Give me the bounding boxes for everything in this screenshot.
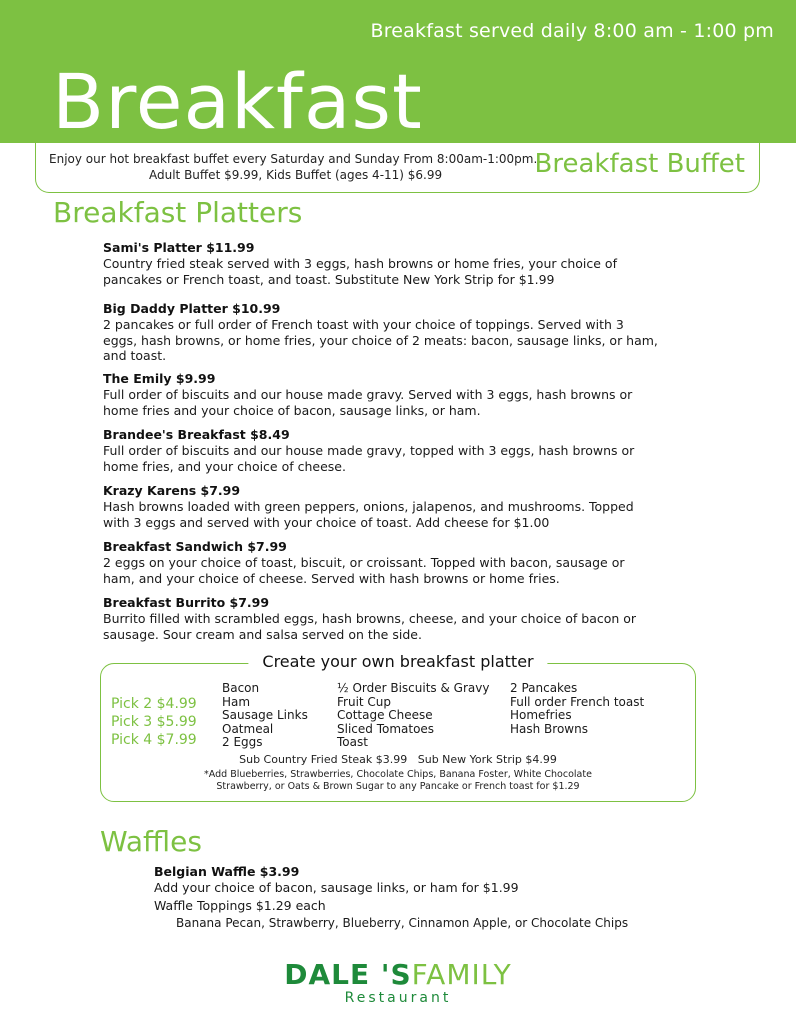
pick-price: Pick 2 $4.99 bbox=[111, 696, 197, 712]
waffle-item-name: Belgian Waffle $3.99 bbox=[154, 864, 300, 879]
add-ons-line: *Add Blueberries, Strawberries, Chocolate Chips, Banana Foster, White Chocolate bbox=[204, 769, 592, 780]
pick-price: Pick 4 $7.99 bbox=[111, 732, 197, 748]
option-item: Full order French toast bbox=[510, 694, 645, 709]
logo-dales: DALE 'S bbox=[284, 958, 412, 991]
option-item: Bacon bbox=[222, 681, 260, 695]
restaurant-logo bbox=[0, 960, 796, 1006]
substitution-line: Sub Country Fried Steak $3.99 Sub New York Strip $4.99 bbox=[239, 753, 557, 766]
option-item: Sausage Links bbox=[222, 708, 308, 722]
item-name: Sami's Platter $11.99 bbox=[103, 240, 255, 255]
option-item: Sliced Tomatoes bbox=[337, 721, 435, 736]
item-name: Breakfast Burrito $7.99 bbox=[103, 595, 270, 610]
option-item: Ham bbox=[222, 694, 251, 709]
item-desc-line: Burrito filled with scrambled eggs, hash browns, cheese, and your choice of bacon or bbox=[103, 611, 637, 626]
hours-text: Breakfast served daily 8:00 am - 1:00 pm bbox=[370, 20, 774, 42]
logo-family: FAMILY bbox=[411, 958, 512, 991]
item-desc-line: 2 pancakes or full order of French toast with your choice of toppings. Served with 3 bbox=[103, 317, 624, 332]
option-item: Hash Browns bbox=[510, 721, 588, 736]
item-desc-line: Hash browns loaded with green peppers, onions, jalapenos, and mushrooms. Topped bbox=[103, 499, 634, 514]
header-banner bbox=[0, 0, 796, 146]
item-desc-line: home fries and your choice of bacon, sausage links, or ham. bbox=[103, 402, 481, 418]
option-item: ½ Order Biscuits & Gravy bbox=[337, 681, 490, 695]
buffet-prices: Adult Buffet $9.99, Kids Buffet (ages 4-11) $6.99 bbox=[149, 168, 443, 182]
option-item: 2 Pancakes bbox=[510, 681, 578, 695]
item-desc-line: eggs, hash browns, or home fries, your choice of 2 meats: bacon, sausage links, or ham, bbox=[103, 332, 658, 348]
logo-restaurant: Restaurant bbox=[344, 990, 452, 1006]
item-name: Krazy Karens $7.99 bbox=[103, 483, 241, 498]
option-column-3 bbox=[510, 682, 644, 736]
waffles-section-title: Waffles bbox=[100, 825, 202, 858]
item-desc-line: Full order of biscuits and our house made gravy, topped with 3 eggs, hash browns or bbox=[103, 443, 635, 458]
add-ons-note bbox=[101, 769, 695, 793]
create-your-own-box bbox=[100, 652, 696, 802]
option-item: Fruit Cup bbox=[337, 694, 392, 709]
option-item: Oatmeal bbox=[222, 721, 274, 736]
option-item: Toast bbox=[337, 735, 368, 749]
pick-price: Pick 3 $5.99 bbox=[111, 714, 197, 730]
option-item: Cottage Cheese bbox=[337, 708, 433, 722]
page-title: Breakfast bbox=[52, 57, 423, 146]
menu-item bbox=[103, 371, 703, 418]
item-name: Big Daddy Platter $10.99 bbox=[103, 301, 281, 316]
menu-item bbox=[103, 427, 703, 474]
buffet-description: Enjoy our hot breakfast buffet every Saturday and Sunday From 8:00am-1:00pm. bbox=[49, 152, 538, 166]
option-item: 2 Eggs bbox=[222, 735, 263, 749]
add-ons-line: Strawberry, or Oats & Brown Sugar to any Pancake or French toast for $1.29 bbox=[216, 781, 580, 792]
option-column-2 bbox=[337, 682, 489, 750]
platters-section-title: Breakfast Platters bbox=[53, 196, 303, 229]
create-your-own-title: Create your own breakfast platter bbox=[248, 652, 547, 671]
buffet-info-box bbox=[35, 143, 760, 193]
item-desc-line: ham, and your choice of cheese. Served with hash browns or home fries. bbox=[103, 570, 560, 586]
item-desc-line: sausage. Sour cream and salsa served on the side. bbox=[103, 626, 422, 642]
item-desc-line: 2 eggs on your choice of toast, biscuit, or croissant. Topped with bacon, sausage or bbox=[103, 555, 625, 570]
item-desc-line: Country fried steak served with 3 eggs, hash browns or home fries, your choice of bbox=[103, 256, 617, 271]
item-desc-line: with 3 eggs and served with your choice of toast. Add cheese for $1.00 bbox=[103, 514, 550, 530]
item-name: Brandee's Breakfast $8.49 bbox=[103, 427, 290, 442]
menu-item bbox=[103, 483, 703, 530]
option-item: Homefries bbox=[510, 708, 572, 722]
waffle-addon: Add your choice of bacon, sausage links, or ham for $1.99 bbox=[154, 880, 519, 895]
menu-item bbox=[103, 240, 703, 287]
menu-item bbox=[103, 595, 703, 642]
logo-wordmark bbox=[0, 960, 796, 990]
waffle-toppings-list: Banana Pecan, Strawberry, Blueberry, Cinnamon Apple, or Chocolate Chips bbox=[176, 916, 629, 930]
item-desc-line: pancakes or French toast, and toast. Substitute New York Strip for $1.99 bbox=[103, 271, 555, 287]
waffle-toppings-price: Waffle Toppings $1.29 each bbox=[154, 898, 326, 913]
item-desc-line: and toast. bbox=[103, 348, 167, 363]
menu-item bbox=[103, 301, 703, 364]
item-desc-line: home fries, and your choice of cheese. bbox=[103, 458, 346, 474]
buffet-title: Breakfast Buffet bbox=[534, 149, 745, 179]
item-name: Breakfast Sandwich $7.99 bbox=[103, 539, 287, 554]
menu-item bbox=[103, 539, 703, 586]
option-column-1 bbox=[222, 682, 308, 750]
item-name: The Emily $9.99 bbox=[103, 371, 216, 386]
item-desc-line: Full order of biscuits and our house made gravy. Served with 3 eggs, hash browns or bbox=[103, 387, 633, 402]
